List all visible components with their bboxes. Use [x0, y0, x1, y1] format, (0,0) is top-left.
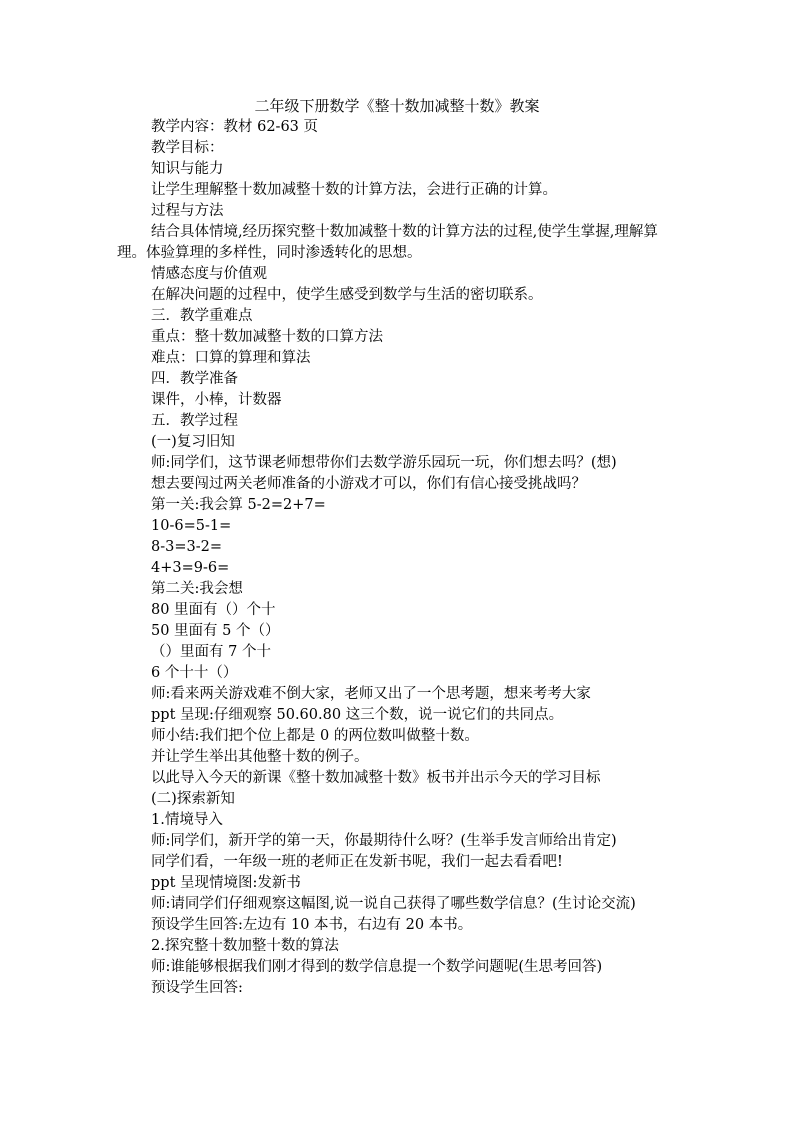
- paragraph: 师:同学们，新开学的第一天，你最期待什么呀？(生举手发言师给出肯定): [151, 833, 617, 849]
- paragraph: (一)复习旧知: [151, 434, 235, 450]
- paragraph: 师小结:我们把个位上都是 0 的两位数叫做整十数。: [151, 728, 479, 744]
- paragraph: 2.探究整十数加整十数的算法: [151, 938, 339, 954]
- paragraph: 预设学生回答:左边有 10 本书，右边有 20 本书。: [151, 917, 473, 933]
- paragraph: 让学生理解整十数加减整十数的计算方法，会进行正确的计算。: [151, 182, 557, 198]
- paragraph: 第二关:我会想: [151, 581, 243, 597]
- paragraph: 10-6=5-1=: [151, 518, 232, 534]
- paragraph: 师:谁能够根据我们刚才得到的数学信息提一个数学问题呢(生思考回答): [151, 959, 603, 975]
- paragraph: 以此导入今天的新课《整十数加减整十数》板书并出示今天的学习目标: [151, 770, 601, 786]
- document-body: [117, 117, 682, 999]
- paragraph: 三．教学重难点: [151, 308, 253, 324]
- paragraph: 课件，小棒，计数器: [151, 392, 282, 408]
- paragraph: 第一关:我会算 5-2=2+7=: [151, 497, 326, 513]
- paragraph: 四．教学准备: [151, 371, 238, 387]
- paragraph: 预设学生回答:: [151, 980, 243, 996]
- paragraph: 结合具体情境,经历探究整十数加减整十数的计算方法的过程,使学生掌握,理解算理。体验算理的多样性，同时渗透转化的思想。: [117, 224, 658, 261]
- paragraph: 情感态度与价值观: [151, 266, 267, 282]
- paragraph: (二)探索新知: [151, 791, 235, 807]
- paragraph: 6 个十十（）: [151, 665, 238, 681]
- paragraph: 师:请同学们仔细观察这幅图,说一说自己获得了哪些数学信息？(生讨论交流): [151, 896, 636, 912]
- paragraph: 过程与方法: [151, 203, 224, 219]
- paragraph: （）里面有 7 个十: [151, 644, 271, 660]
- paragraph: 4+3=9-6=: [151, 560, 230, 576]
- paragraph: 师:同学们，这节课老师想带你们去数学游乐园玩一玩，你们想去吗？(想): [151, 455, 617, 471]
- paragraph: 50 里面有 5 个（）: [151, 623, 280, 639]
- paragraph: ppt 呈现:仔细观察 50.60.80 这三个数，说一说它们的共同点。: [151, 707, 564, 723]
- paragraph: ppt 呈现情境图:发新书: [151, 875, 301, 891]
- paragraph: 师:看来两关游戏难不倒大家，老师又出了一个思考题，想来考考大家: [151, 686, 591, 702]
- paragraph: 知识与能力: [151, 161, 224, 177]
- paragraph: 教学内容：教材 62-63 页: [151, 119, 319, 135]
- paragraph: 1.情境导入: [151, 812, 223, 828]
- paragraph: 同学们看，一年级一班的老师正在发新书呢，我们一起去看看吧!: [151, 854, 563, 870]
- paragraph: 在解决问题的过程中，使学生感受到数学与生活的密切联系。: [151, 287, 543, 303]
- paragraph: 五．教学过程: [151, 413, 238, 429]
- paragraph: 重点：整十数加减整十数的口算方法: [151, 329, 383, 345]
- paragraph: 想去要闯过两关老师准备的小游戏才可以，你们有信心接受挑战吗？: [151, 476, 586, 492]
- paragraph: 8-3=3-2=: [151, 539, 222, 555]
- paragraph: 80 里面有（）个十: [151, 602, 276, 618]
- paragraph: 教学目标：: [151, 140, 224, 156]
- paragraph: 并让学生举出其他整十数的例子。: [151, 749, 369, 765]
- document-title: 二年级下册数学《整十数加减整十数》教案: [254, 97, 540, 115]
- paragraph: 难点：口算的算理和算法: [151, 350, 311, 366]
